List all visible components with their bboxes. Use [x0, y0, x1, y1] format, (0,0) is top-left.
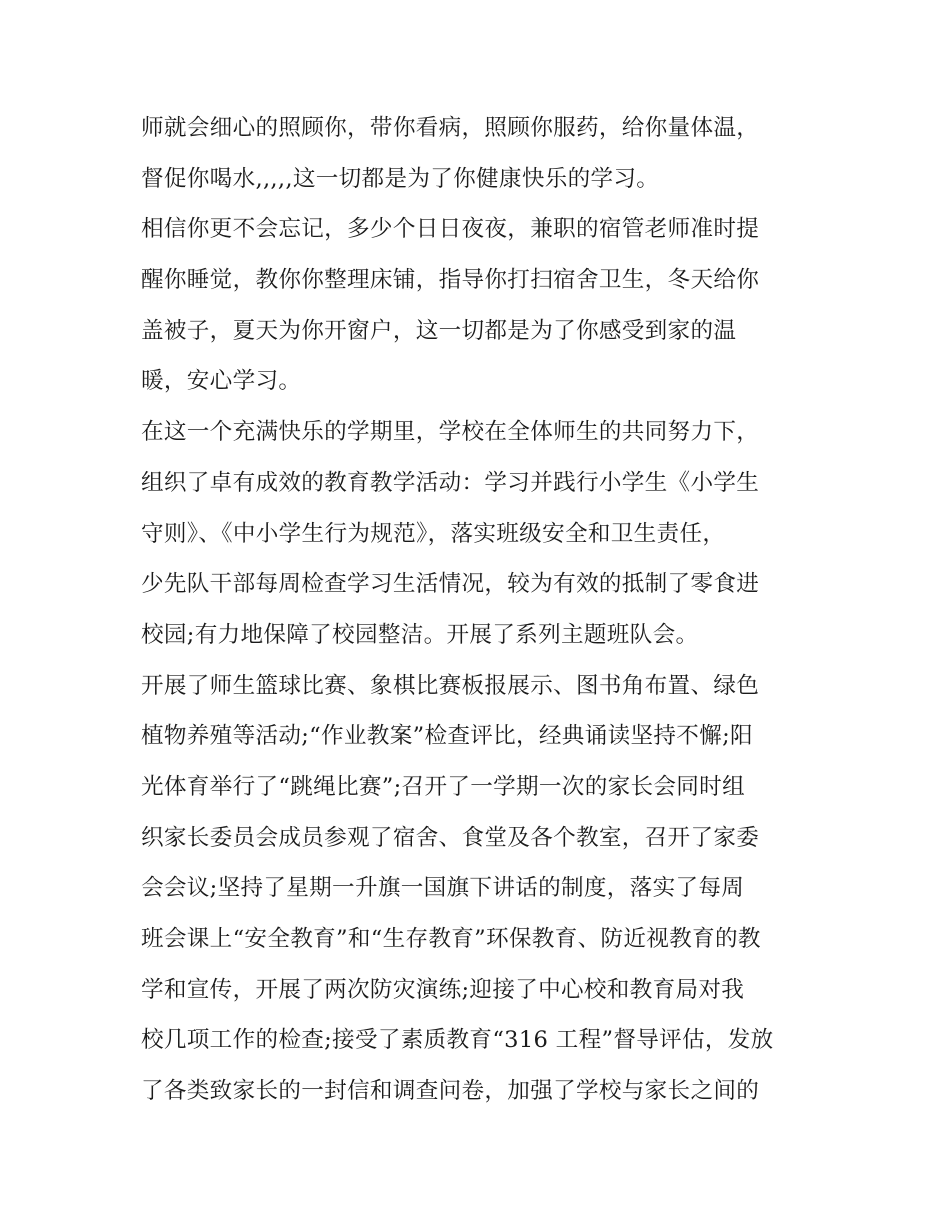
text-line: 督促你喝水,,,,,这一切都是为了你健康快乐的学习。: [141, 165, 660, 192]
text-line: 校几项工作的检查;接受了素质教育“316 工程”督导评估，发放: [141, 1027, 774, 1054]
text-line: 在这一个充满快乐的学期里，学校在全体师生的共同努力下，: [141, 419, 760, 446]
text-line: 开展了师生篮球比赛、象棋比赛板报展示、图书角布置、绿色: [141, 672, 760, 699]
text-line: 盖被子，夏天为你开窗户，这一切都是为了你感受到家的温: [141, 317, 737, 344]
text-line: 植物养殖等活动;“作业教案”检查评比，经典诵读坚持不懈;阳: [141, 723, 753, 750]
text-line: 班会课上“安全教育”和“生存教育”环保教育、防近视教育的教: [141, 926, 761, 952]
text-line: 组织了卓有成效的教育教学活动：学习并践行小学生《小学生: [141, 469, 760, 496]
text-line: 会会议;坚持了星期一升旗一国旗下讲话的制度，落实了每周: [141, 875, 745, 902]
text-line: 少先队干部每周检查学习生活情况，较为有效的抵制了零食进: [141, 571, 760, 598]
text-line: 守则》、《中小学生行为规范》，落实班级安全和卫生责任，: [141, 520, 726, 547]
text-line: 校园;有力地保障了校园整洁。开展了系列主题班队会。: [141, 621, 699, 648]
text-line: 相信你更不会忘记，多少个日日夜夜，兼职的宿管老师准时提: [141, 216, 760, 243]
body-text: [141, 103, 813, 1117]
text-line: 了各类致家长的一封信和调查问卷，加强了学校与家长之间的: [141, 1078, 760, 1105]
text-line: 暖，安心学习。: [141, 368, 302, 395]
text-line: 光体育举行了“跳绳比赛”;召开了一学期一次的家长会同时组: [141, 773, 745, 800]
text-line: 学和宣传，开展了两次防灾演练;迎接了中心校和教育局对我: [141, 976, 745, 1003]
text-line: 醒你睡觉，教你你整理床铺，指导你打扫宿舍卫生，冬天给你: [141, 267, 760, 294]
text-line: 织家长委员会成员参观了宿舍、食堂及各个教室，召开了家委: [141, 824, 760, 851]
text-line: 师就会细心的照顾你，带你看病，照顾你服药，给你量体温，: [141, 115, 760, 141]
